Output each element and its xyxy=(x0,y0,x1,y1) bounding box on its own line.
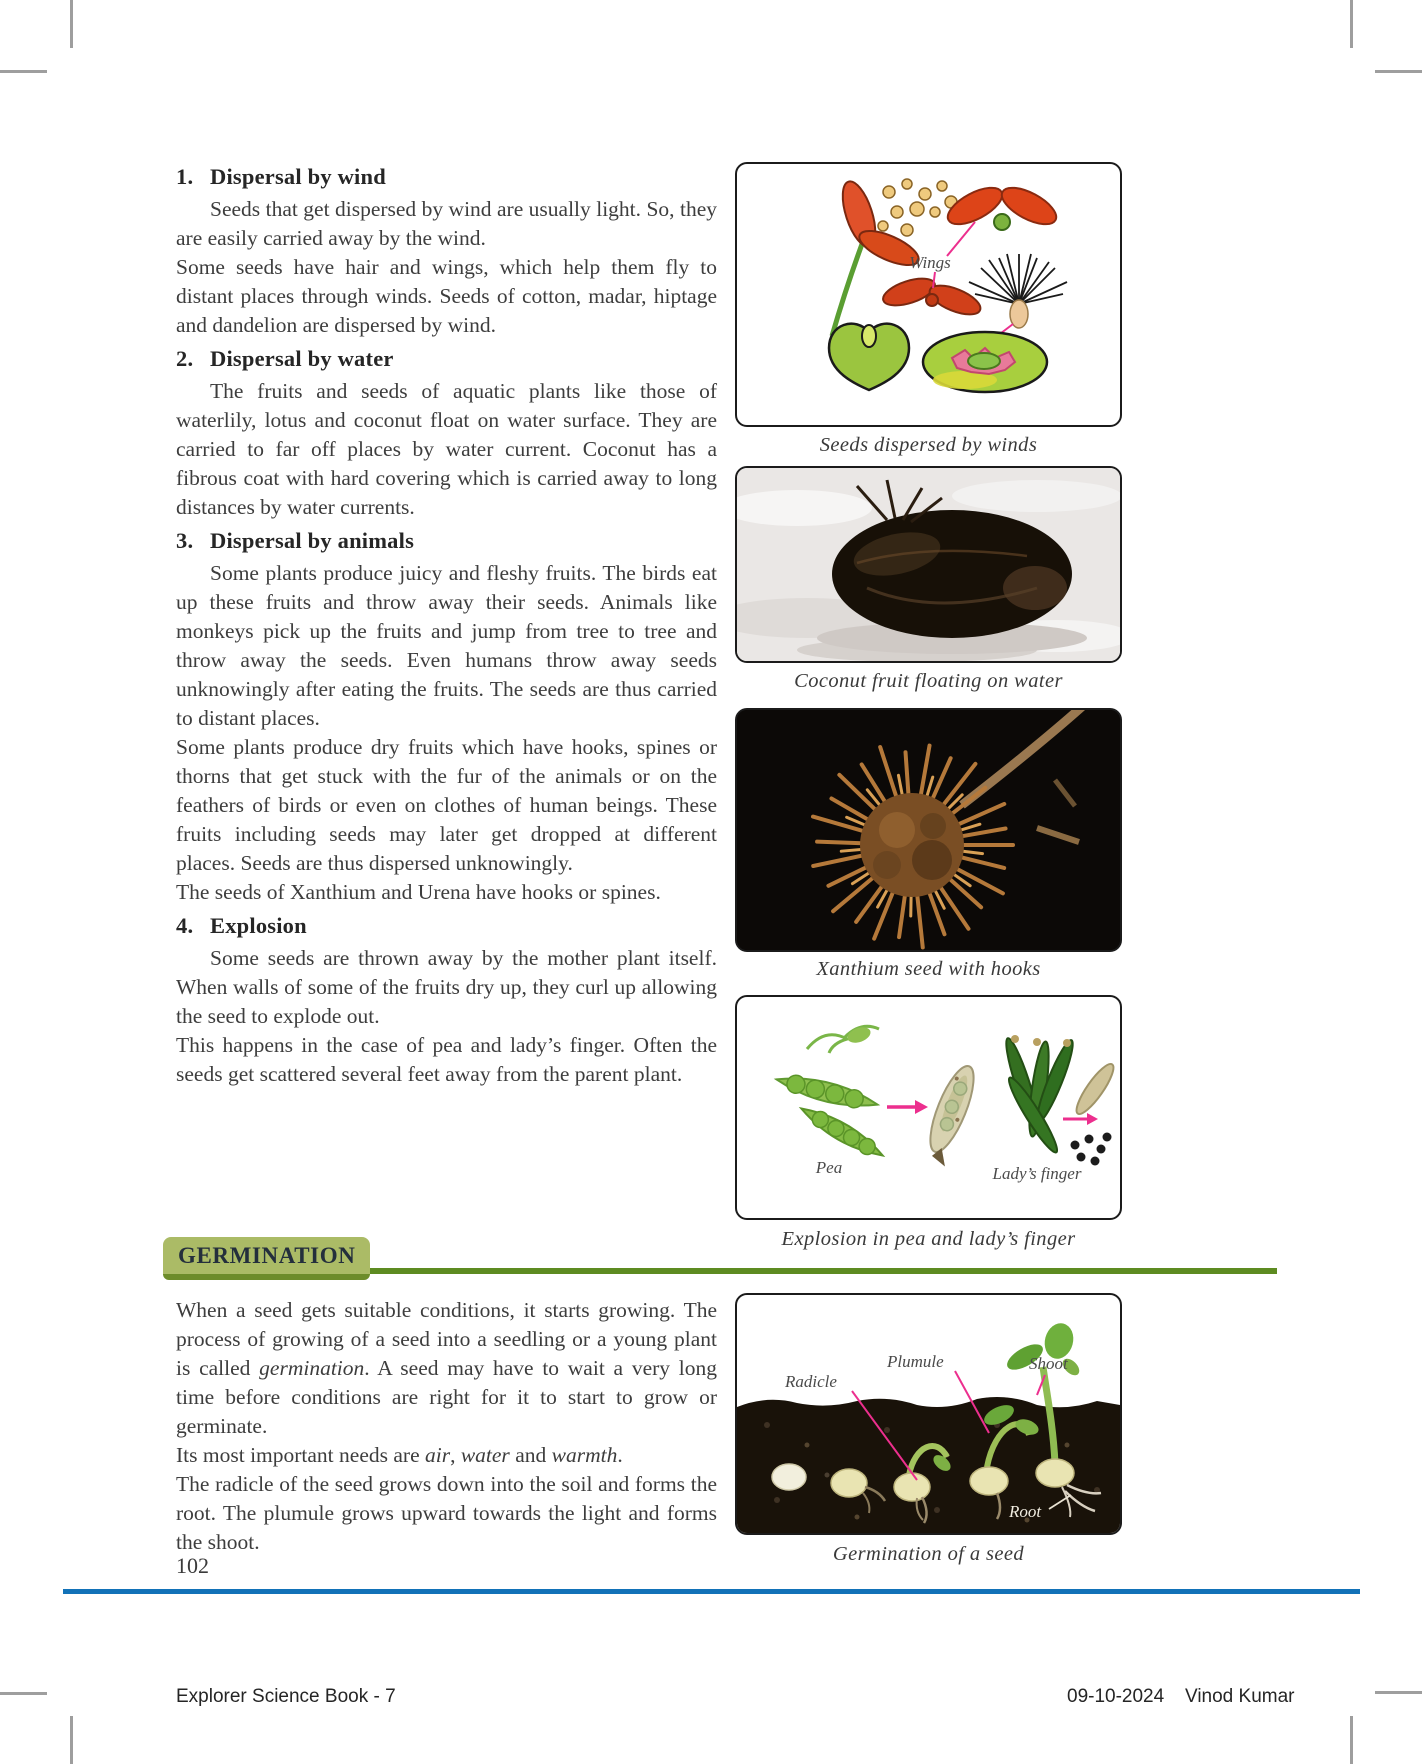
figure-xanthium-box xyxy=(735,708,1122,952)
pea-label: Pea xyxy=(815,1158,843,1177)
pea-arrow xyxy=(887,1100,928,1114)
footer-date: 09-10-2024 xyxy=(1067,1686,1165,1707)
crop-mark-top-right-h xyxy=(1375,70,1422,73)
figure-caption: Seeds dispersed by winds xyxy=(819,434,1038,456)
section-number: 1. xyxy=(176,164,194,189)
text-run: and xyxy=(509,1443,552,1467)
scattered-seeds xyxy=(878,179,957,236)
page-number: 102 xyxy=(176,1553,209,1578)
figure-caption: Germination of a seed xyxy=(832,1543,1025,1565)
xanthium-photo-illustration xyxy=(737,710,1120,950)
section-title: Dispersal by water xyxy=(210,346,394,371)
seed-stage-1 xyxy=(772,1464,806,1490)
wings-label: Wings xyxy=(909,253,951,272)
section-heading-explosion xyxy=(176,913,717,939)
wind-seeds-illustration xyxy=(737,164,1120,425)
winged-seed-lower xyxy=(880,273,984,320)
paragraph: Some plants produce dry fruits which have hooks, spines or thorns that get stuck with the fur of the animals or on the feathers of birds or even on clothes of human beings. These fruits including seeds may later get dropped at different places. Seeds are thus dispersed unknowingly. xyxy=(176,735,717,875)
paragraph: This happens in the case of pea and lady’s finger. Often the seeds get scattered several feet away from the parent plant. xyxy=(176,1033,717,1086)
paragraph: Some seeds are thrown away by the mother plant itself. When walls of some of the fruits dry up, they curl up allowing the seed to explode out. xyxy=(176,946,717,1028)
figure-coconut-box xyxy=(735,466,1122,663)
okra-pods xyxy=(1001,1035,1078,1156)
text-run: . xyxy=(617,1443,623,1467)
crop-mark-bottom-right-h xyxy=(1375,1691,1422,1694)
bottom-blue-rule xyxy=(63,1589,1360,1594)
figure-germination-box xyxy=(735,1293,1122,1535)
crop-mark-top-left-h xyxy=(0,70,47,73)
paragraph xyxy=(176,1296,717,1441)
footer-book-title: Explorer Science Book - 7 xyxy=(176,1686,396,1707)
paragraph: The seeds of Xanthium and Urena have hooks or spines. xyxy=(176,880,661,904)
figure-explosion xyxy=(735,995,1122,1220)
figure-caption: Explosion in pea and lady’s finger xyxy=(781,1228,1076,1250)
germination-section-header xyxy=(163,1237,370,1280)
section-heading-water xyxy=(176,346,717,372)
crop-mark-bottom-right-v xyxy=(1350,1716,1353,1764)
coconut-photo-illustration xyxy=(737,468,1120,661)
figure-caption: Coconut fruit floating on water xyxy=(794,670,1063,692)
figure-caption: Xanthium seed with hooks xyxy=(816,958,1041,980)
section-number: 3. xyxy=(176,528,194,553)
figure-wind-seeds-box xyxy=(735,162,1122,427)
figure-coconut xyxy=(735,466,1122,663)
paragraph: Seeds that get dispersed by wind are usually light. So, they are easily carried away by the wind. xyxy=(176,197,717,250)
hairy-seed xyxy=(969,254,1067,328)
burr-body xyxy=(860,793,964,897)
section-title: Explosion xyxy=(210,913,307,938)
paragraph: Some plants produce juicy and fleshy fruits. The birds eat up these fruits and throw away their seeds. Animals like monkeys pick up the fruits and jump from tree to tree and throw away the seeds. Even humans throw away seeds unknowingly after eating the fruits. The seeds are thus carried to distant places. xyxy=(176,561,717,730)
text-run: Its most important needs are xyxy=(176,1443,425,1467)
section-title: Dispersal by wind xyxy=(210,164,386,189)
radicle-label: Radicle xyxy=(785,1372,837,1391)
crop-mark-bottom-left-v xyxy=(70,1716,73,1764)
dried-pea-pod xyxy=(918,1061,983,1166)
root-label: Root xyxy=(1009,1502,1042,1521)
germination-heading-text: GERMINATION xyxy=(178,1242,356,1268)
italic-term: water xyxy=(460,1443,510,1467)
section-number: 4. xyxy=(176,913,194,938)
section-heading-wind xyxy=(176,164,717,190)
pea-pod-2 xyxy=(797,1101,887,1163)
crop-mark-top-left-v xyxy=(70,0,73,48)
section-number: 2. xyxy=(176,346,194,371)
plumule-label: Plumule xyxy=(887,1352,944,1371)
shoot-label: Shoot xyxy=(1029,1354,1068,1373)
italic-term: warmth xyxy=(551,1443,618,1467)
pea-pod-1 xyxy=(774,1070,880,1114)
figure-xanthium xyxy=(735,708,1122,952)
winged-seed-top xyxy=(942,180,1061,231)
figure-explosion-box xyxy=(735,995,1122,1220)
section-heading-animals xyxy=(176,528,717,554)
crop-mark-top-right-v xyxy=(1350,0,1353,48)
ladys-finger-label: Lady’s finger xyxy=(992,1164,1082,1183)
crop-mark-bottom-left-h xyxy=(0,1692,47,1695)
paragraph: The fruits and seeds of aquatic plants like those of waterlily, lotus and coconut float on water surface. They are carried to far off places by water current. Coconut has a fibrous coat with hard covering which is carried away to long distances by water currents. xyxy=(176,379,717,519)
text-run: , xyxy=(450,1443,461,1467)
dried-okra-husk xyxy=(1071,1060,1119,1118)
green-fruits xyxy=(829,324,1047,392)
figure-germination xyxy=(735,1293,1122,1535)
text-column xyxy=(176,158,717,1089)
explosion-illustration xyxy=(737,997,1120,1218)
germination-photo-illustration xyxy=(737,1295,1120,1533)
section-title: Dispersal by animals xyxy=(210,528,415,553)
text-run: . A seed may have to wait a very long time before conditions are right for it to start to grow or germinate. xyxy=(176,1356,717,1438)
germination-text-block xyxy=(176,1296,717,1557)
paragraph: The radicle of the seed grows down into the soil and forms the root. The plumule grows upward towards the light and forms the shoot. xyxy=(176,1472,717,1554)
figure-wind-seeds xyxy=(735,162,1122,427)
paragraph xyxy=(176,1441,717,1470)
italic-term: air xyxy=(424,1443,451,1467)
okra-seeds xyxy=(1071,1133,1112,1166)
text-run: When a seed gets suitable conditions, it starts growing. The process of growing of a seed into a seedling or a young plant is called xyxy=(176,1298,717,1380)
italic-term: germination xyxy=(259,1356,365,1380)
footer-author: Vinod Kumar xyxy=(1185,1686,1295,1707)
paragraph: Some seeds have hair and wings, which help them fly to distant places through winds. Seeds of cotton, madar, hiptage and dandelion are dispersed by wind. xyxy=(176,255,717,337)
